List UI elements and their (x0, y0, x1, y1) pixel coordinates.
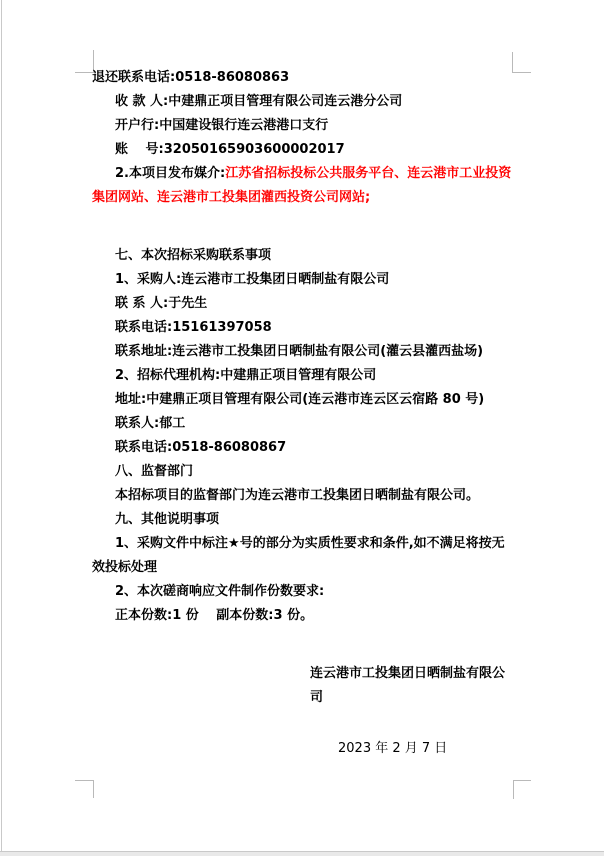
purchaser-line: 1、采购人:连云港市工投集团日晒制盐有限公司 (115, 272, 390, 287)
section9-heading: 九、其他说明事项 (115, 512, 220, 527)
contact-phone-line: 联系电话:15161397058 (115, 320, 272, 335)
publish-media-line (92, 162, 513, 210)
margin-mark-top-right (512, 52, 531, 73)
publish-media-label: 2.本项目发布媒介: (115, 166, 226, 181)
section8-body: 本招标项目的监督部门为连云港市工投集团日晒制盐有限公司。 (115, 488, 480, 503)
document-content (92, 66, 513, 761)
copies-line: 正本份数:1 份 副本份数:3 份。 (115, 608, 314, 623)
agency-phone-line: 联系电话:0518-86080867 (115, 440, 287, 455)
agency-line: 2、招标代理机构:中建鼎正项目管理有限公司 (115, 368, 377, 383)
contact-person-line: 联 系 人:于先生 (115, 296, 208, 311)
refund-phone-line: 退还联系电话:0518-86080863 (92, 70, 290, 85)
agency-address-line: 地址:中建鼎正项目管理有限公司(连云港市连云区云宿路 80 号) (115, 392, 485, 407)
signature-company-line: 连云港市工投集团日晒制盐有限公司 (310, 666, 506, 705)
section7-heading: 七、本次招标采购联系事项 (115, 248, 272, 263)
page-left-edge (1, 0, 2, 852)
section9-item1: 1、采购文件中标注★号的部分为实质性要求和条件,如不满足将按无效投标处理 (92, 536, 505, 575)
account-number-line: 账 号:32050165903600002017 (115, 142, 345, 157)
publish-media-value: 江苏省招标投标公共服务平台、连云港市工业投资集团网站、连云港市工投集团灌西投资公司网站; (92, 166, 512, 205)
bank-line: 开户行:中国建设银行连云港港口支行 (115, 118, 329, 133)
agency-contact-line: 联系人:郁工 (115, 416, 186, 431)
document-date-line: 2023 年 2 月 7 日 (338, 741, 448, 756)
page-bottom-edge (0, 851, 604, 856)
margin-mark-bottom-right (513, 780, 531, 799)
section8-heading: 八、监督部门 (115, 464, 194, 479)
section9-item2: 2、本次磋商响应文件制作份数要求: (115, 584, 325, 599)
contact-address-line: 联系地址:连云港市工投集团日晒制盐有限公司(灌云县灌西盐场) (115, 344, 484, 359)
margin-mark-bottom-left (75, 780, 94, 798)
payee-line: 收 款 人:中建鼎正项目管理有限公司连云港分公司 (115, 94, 403, 109)
